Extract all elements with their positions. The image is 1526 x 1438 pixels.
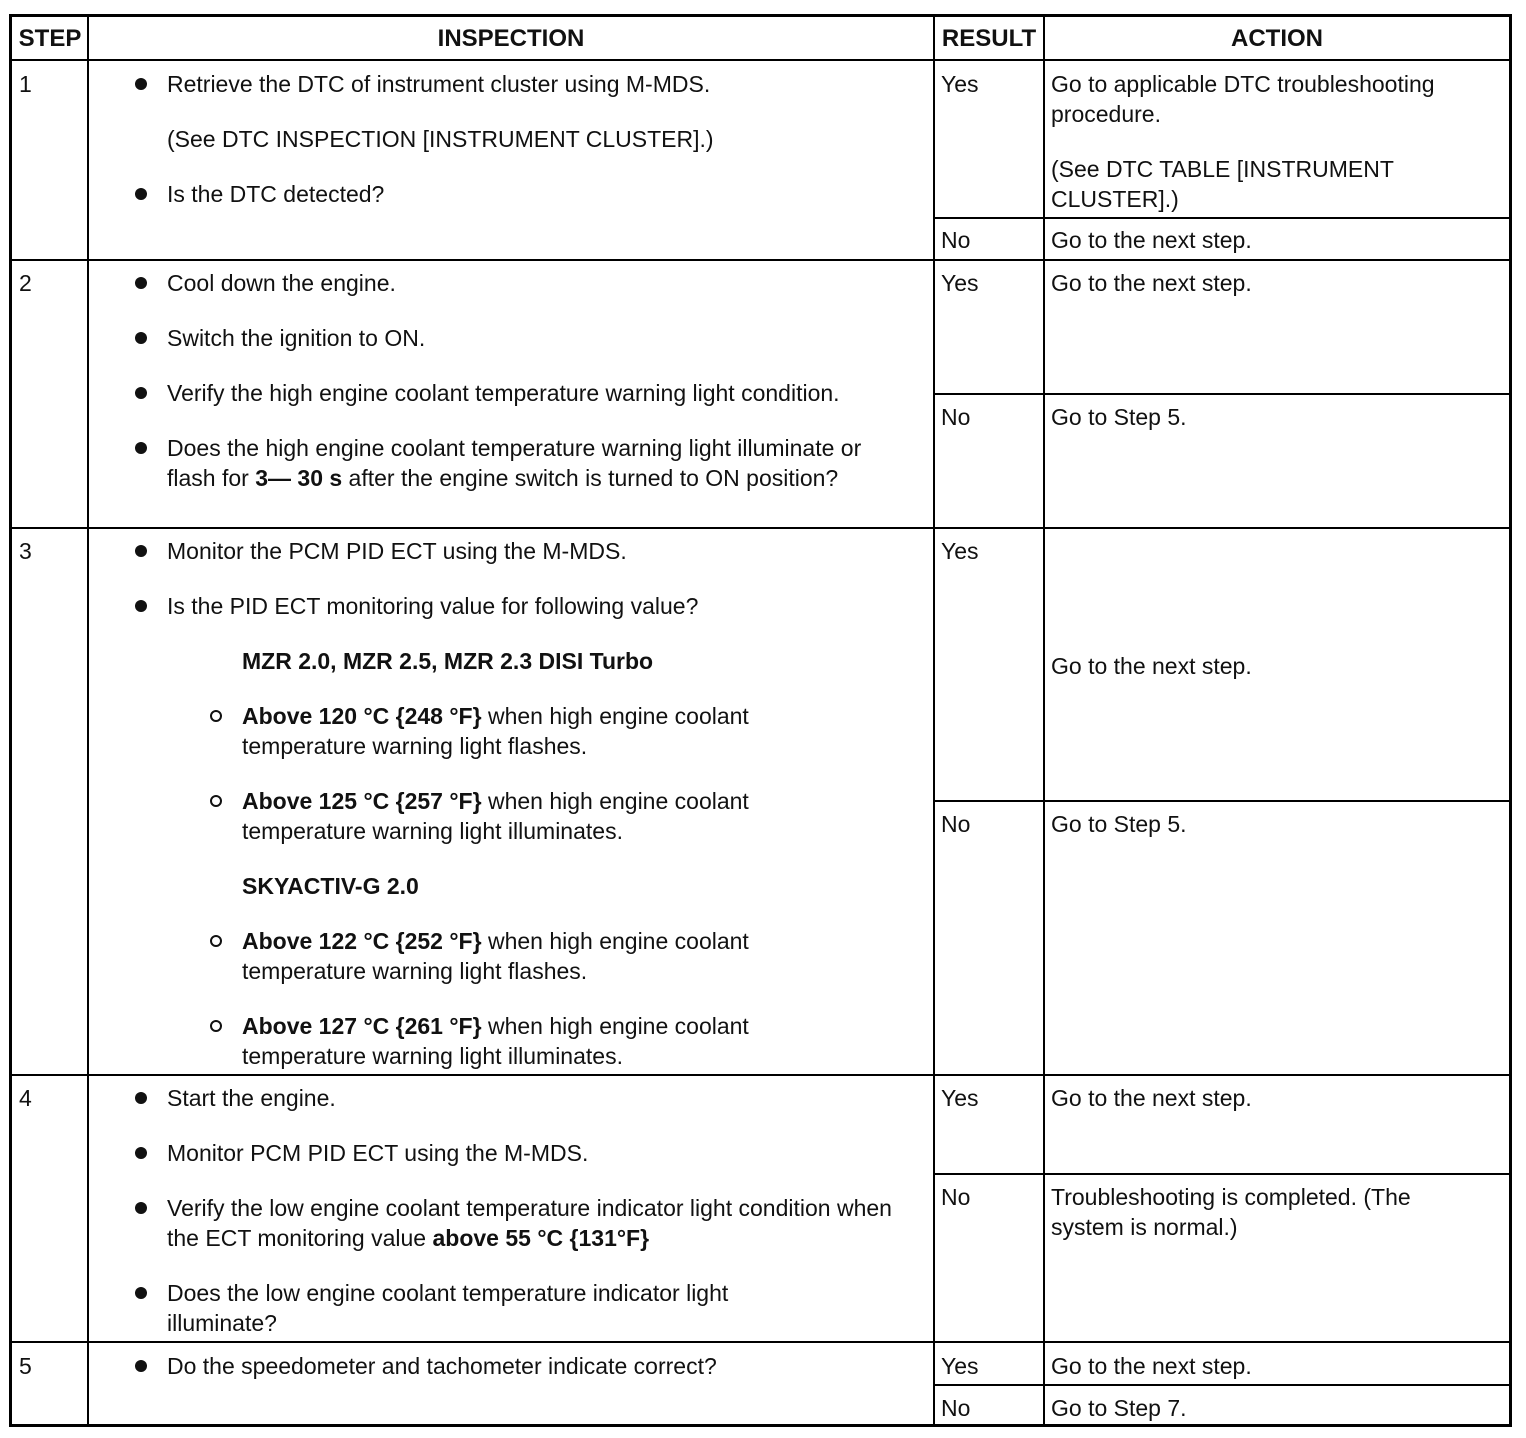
result-divider: [933, 393, 1509, 395]
result-label: No: [941, 1395, 971, 1421]
inspection-item: Does the low engine coolant temperature indicator light illuminate?: [167, 1278, 807, 1338]
result-label: No: [941, 1184, 971, 1210]
action-note: (See DTC TABLE [INSTRUMENT CLUSTER].): [1051, 156, 1394, 212]
result-divider: [933, 217, 1509, 219]
step-number: 4: [19, 1085, 32, 1111]
inspection-cell: [167, 536, 927, 1076]
action-text: Go to the next step.: [1051, 227, 1252, 253]
action-cell: [1051, 69, 1491, 214]
header-step: STEP: [18, 25, 82, 52]
inspection-item: Verify the high engine coolant temperature warning light condition.: [167, 378, 917, 408]
inspection-item: Is the PID ECT monitoring value for following value?: [167, 591, 927, 621]
inspection-cell: [167, 1083, 927, 1343]
threshold-item: Above 127 °C {261 °F} when high engine coolant temperature warning light illuminates.: [242, 1011, 842, 1071]
inspection-item: Switch the ignition to ON.: [167, 323, 927, 353]
engine-group-heading: MZR 2.0, MZR 2.5, MZR 2.3 DISI Turbo: [242, 648, 654, 674]
circle-bullet-icon: [210, 935, 222, 947]
bullet-icon: [135, 188, 147, 200]
bullet-icon: [135, 442, 147, 454]
inspection-note: (See DTC INSPECTION [INSTRUMENT CLUSTER].): [167, 126, 714, 152]
bullet-icon: [135, 545, 147, 557]
result-divider: [933, 1384, 1509, 1386]
bullet-icon: [135, 1360, 147, 1372]
bullet-icon: [135, 387, 147, 399]
circle-bullet-icon: [210, 710, 222, 722]
inspection-item: Start the engine.: [167, 1083, 927, 1113]
action-text: Troubleshooting is completed. (The system is normal.): [1051, 1184, 1411, 1240]
action-text: Go to Step 5.: [1051, 811, 1187, 837]
bullet-icon: [135, 600, 147, 612]
inspection-cell: [167, 69, 927, 269]
bullet-icon: [135, 1147, 147, 1159]
action-text: Go to the next step.: [1051, 653, 1252, 679]
step-number: 2: [19, 270, 32, 296]
result-divider: [933, 1173, 1509, 1175]
inspection-item: Is the DTC detected?: [167, 179, 927, 209]
inspection-item: Monitor the PCM PID ECT using the M-MDS.: [167, 536, 927, 566]
inspection-item: Verify the low engine coolant temperature indicator light condition when the ECT monitoring value above 55 °C {131°F}: [167, 1193, 907, 1253]
action-text: Go to Step 7.: [1051, 1395, 1187, 1421]
threshold-item: Above 120 °C {248 °F} when high engine coolant temperature warning light flashes.: [242, 701, 842, 761]
step-number: 3: [19, 538, 32, 564]
bullet-icon: [135, 1202, 147, 1214]
bullet-icon: [135, 277, 147, 289]
result-label: No: [941, 227, 971, 253]
inspection-item: Does the high engine coolant temperature warning light illuminate or flash for 3— 30 s after the engine switch is turned to ON position?: [167, 433, 902, 493]
row-divider: [12, 1074, 1509, 1076]
column-divider: [933, 17, 935, 1424]
result-label: Yes: [941, 71, 979, 97]
inspection-item: Do the speedometer and tachometer indicate correct?: [167, 1351, 927, 1381]
action-text: Go to the next step.: [1051, 1353, 1252, 1379]
action-text: Go to the next step.: [1051, 1085, 1252, 1111]
row-divider: [12, 527, 1509, 529]
threshold-item: Above 125 °C {257 °F} when high engine coolant temperature warning light illuminates.: [242, 786, 842, 846]
column-divider: [87, 17, 89, 1424]
step-number: 5: [19, 1353, 32, 1379]
result-divider: [933, 800, 1509, 802]
header-result: RESULT: [941, 25, 1037, 52]
inspection-cell: [167, 268, 927, 528]
bullet-icon: [135, 78, 147, 90]
step-number: 1: [19, 71, 32, 97]
inspection-item: Monitor PCM PID ECT using the M-MDS.: [167, 1138, 927, 1168]
bullet-icon: [135, 1092, 147, 1104]
result-label: Yes: [941, 538, 979, 564]
bullet-icon: [135, 1287, 147, 1299]
column-divider: [1043, 17, 1045, 1424]
result-label: Yes: [941, 1353, 979, 1379]
result-label: Yes: [941, 1085, 979, 1111]
result-label: No: [941, 404, 971, 430]
result-label: No: [941, 811, 971, 837]
action-text: Go to Step 5.: [1051, 404, 1187, 430]
action-text: Go to applicable DTC troubleshooting procedure.: [1051, 71, 1435, 127]
bullet-icon: [135, 332, 147, 344]
inspection-item: Cool down the engine.: [167, 268, 927, 298]
troubleshooting-table: [9, 14, 1512, 1427]
result-label: Yes: [941, 270, 979, 296]
header-inspection: INSPECTION: [437, 25, 585, 52]
circle-bullet-icon: [210, 795, 222, 807]
row-divider: [12, 1341, 1509, 1343]
header-action: ACTION: [1231, 25, 1323, 52]
action-text: Go to the next step.: [1051, 270, 1252, 296]
row-divider: [12, 259, 1509, 261]
inspection-item: Retrieve the DTC of instrument cluster using M-MDS.: [167, 69, 927, 99]
circle-bullet-icon: [210, 1020, 222, 1032]
engine-group-heading: SKYACTIV-G 2.0: [242, 873, 419, 899]
threshold-item: Above 122 °C {252 °F} when high engine coolant temperature warning light flashes.: [242, 926, 842, 986]
row-divider: [12, 59, 1509, 61]
